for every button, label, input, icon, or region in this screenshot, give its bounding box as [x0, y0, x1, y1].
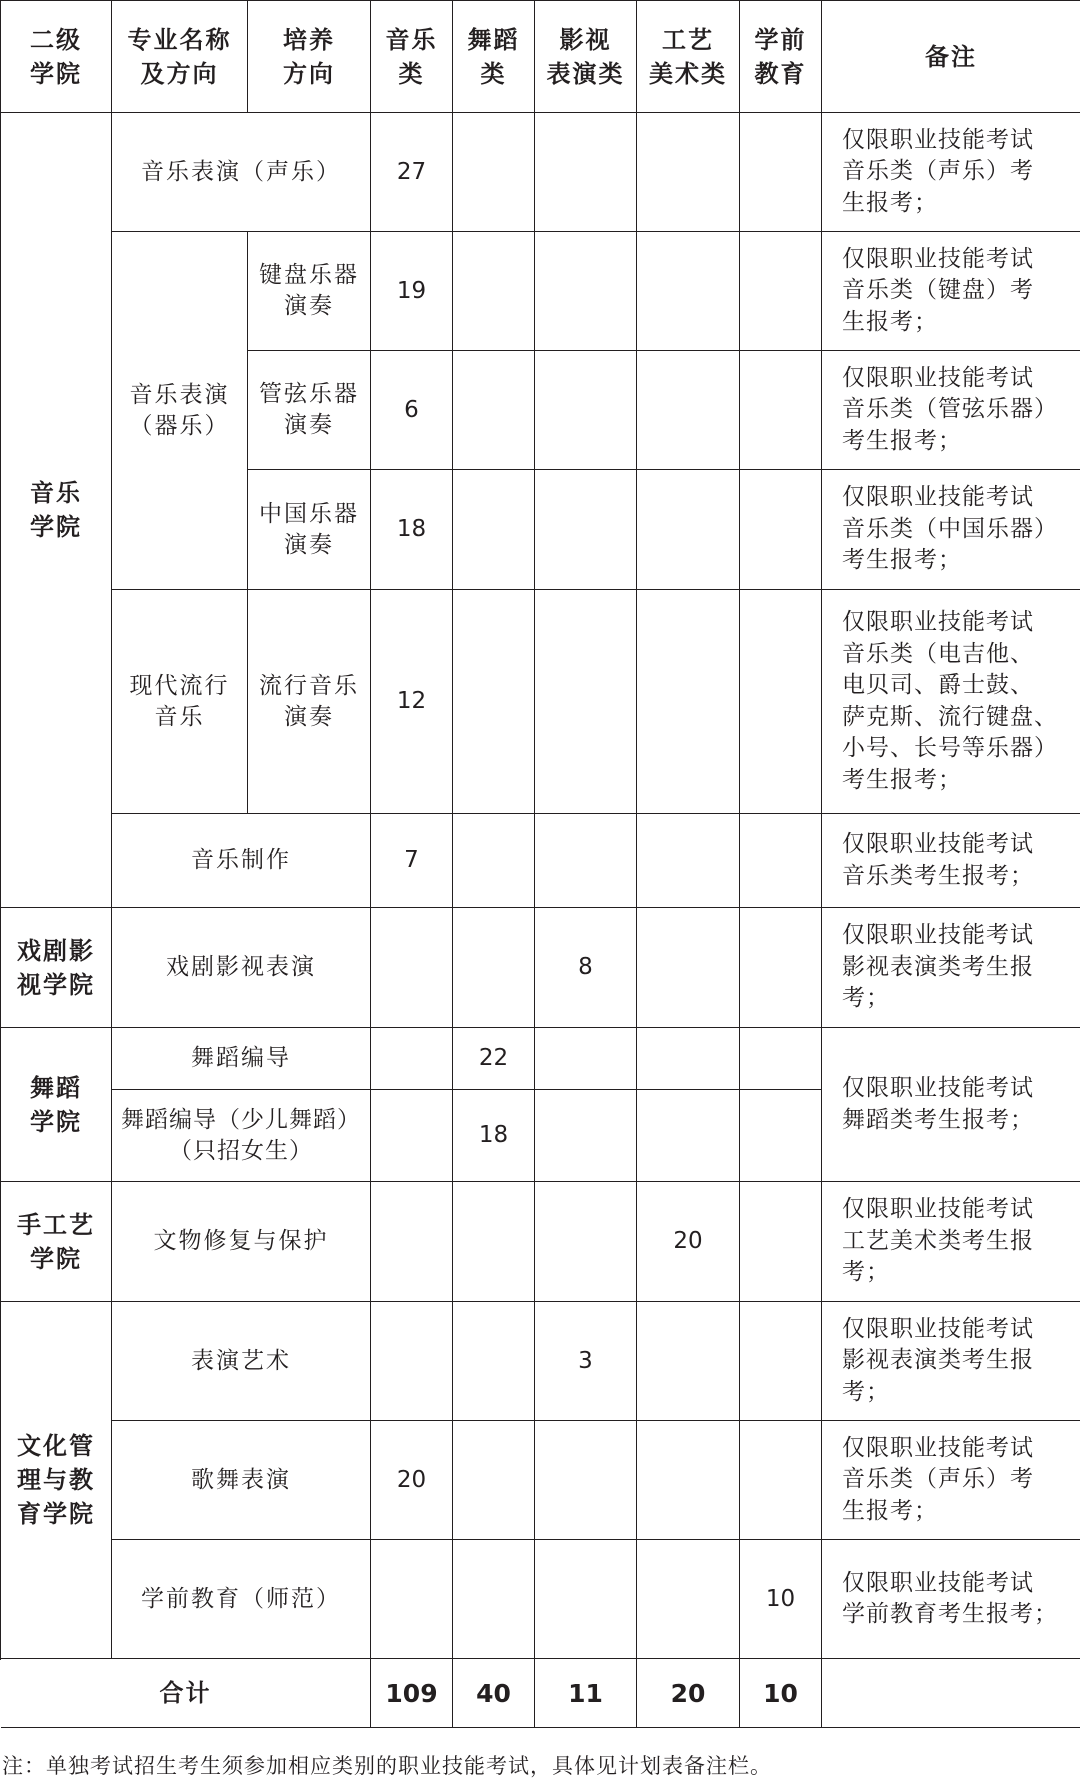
- header-music: [371, 1, 453, 113]
- empty-cell: [371, 1028, 453, 1090]
- remark-keyboard-text: 仅限职业技能考试 音乐类（键盘）考 生报考；: [842, 245, 1034, 335]
- remark-song-dance-text: 仅限职业技能考试 音乐类（声乐）考 生报考；: [842, 1434, 1034, 1524]
- empty-cell: [637, 814, 740, 908]
- total-film-value: 11: [568, 1678, 603, 1708]
- keyboard-music-value: 19: [396, 277, 427, 304]
- total-remark: [822, 1659, 1080, 1728]
- empty-cell: [453, 590, 535, 814]
- empty-cell: [637, 232, 740, 351]
- total-preschool: [740, 1659, 822, 1728]
- header-direction-text: 培养 方向: [283, 25, 335, 88]
- direction-pop: [248, 590, 371, 814]
- header-film: [535, 1, 637, 113]
- total-music-value: 109: [385, 1678, 438, 1708]
- total-dance-value: 40: [476, 1678, 511, 1708]
- empty-cell: [637, 590, 740, 814]
- total-craft-value: 20: [670, 1678, 706, 1708]
- remark-perf-art: [822, 1302, 1080, 1421]
- empty-cell: [535, 232, 637, 351]
- empty-cell: [535, 814, 637, 908]
- college-drama-text: 戏剧影 视学院: [17, 936, 95, 999]
- major-vocal-text: 音乐表演（声乐）: [141, 158, 341, 185]
- college-culture-text: 文化管 理与教 育学院: [17, 1432, 95, 1528]
- college-music: [1, 113, 112, 908]
- vocal-music-value: 27: [396, 158, 427, 185]
- major-song-dance-text: 歌舞表演: [191, 1466, 291, 1493]
- major-choreo-child: [112, 1090, 371, 1182]
- direction-chinese-text: 中国乐器 演奏: [259, 500, 359, 558]
- header-remark-text: 备注: [925, 42, 977, 71]
- remark-pop-text: 仅限职业技能考试 音乐类（电吉他、 电贝司、爵士鼓、 萨克斯、流行键盘、 小号、长号等乐器） 考生报考；: [842, 609, 1058, 793]
- remark-winds: [822, 351, 1080, 470]
- total-dance: [453, 1659, 535, 1728]
- college-dance-text: 舞蹈 学院: [30, 1073, 82, 1136]
- major-pop-text: 现代流行 音乐: [129, 672, 230, 730]
- total-film: [535, 1659, 637, 1728]
- major-pop: [112, 590, 248, 814]
- college-culture: [1, 1302, 112, 1659]
- empty-cell: [371, 1302, 453, 1421]
- major-instrumental: [112, 232, 248, 590]
- header-major-text: 专业名称 及方向: [127, 25, 232, 88]
- remark-chinese: [822, 470, 1080, 590]
- header-preschool-text: 学前 教育: [754, 25, 807, 88]
- choreo-dance-value: 22: [478, 1045, 509, 1071]
- empty-cell: [371, 1090, 453, 1182]
- preschool-value: 10: [765, 1585, 796, 1612]
- production-music-count: [371, 814, 453, 908]
- empty-cell: [740, 908, 822, 1028]
- empty-cell: [371, 908, 453, 1028]
- header-major: [112, 1, 248, 113]
- total-label-text: 合计: [159, 1678, 212, 1707]
- remark-production: [822, 814, 1080, 908]
- empty-cell: [740, 1182, 822, 1302]
- major-choreo-child-text: 舞蹈编导（少儿舞蹈） （只招女生）: [121, 1106, 361, 1164]
- pop-music-count: [371, 590, 453, 814]
- major-song-dance: [112, 1421, 371, 1540]
- winds-music-value: 6: [404, 396, 419, 423]
- empty-cell: [740, 232, 822, 351]
- empty-cell: [740, 351, 822, 470]
- empty-cell: [740, 113, 822, 232]
- remark-song-dance: [822, 1421, 1080, 1540]
- college-drama: [1, 908, 112, 1028]
- empty-cell: [371, 1540, 453, 1659]
- direction-pop-text: 流行音乐 演奏: [259, 672, 359, 730]
- choreo-child-dance-value: 18: [478, 1122, 509, 1148]
- song-dance-music-value: 20: [396, 1466, 427, 1493]
- remark-vocal: [822, 113, 1080, 232]
- song-dance-music-count: [371, 1421, 453, 1540]
- empty-cell: [535, 113, 637, 232]
- total-label: [1, 1659, 371, 1728]
- major-drama-perf-text: 戏剧影视表演: [166, 954, 316, 980]
- empty-cell: [740, 1028, 822, 1090]
- empty-cell: [637, 1421, 740, 1540]
- empty-cell: [740, 590, 822, 814]
- major-drama-perf: [112, 908, 371, 1028]
- empty-cell: [740, 1421, 822, 1540]
- header-dance-text: 舞蹈 类: [467, 25, 520, 88]
- total-music: [371, 1659, 453, 1728]
- header-college: [1, 1, 112, 113]
- header-preschool: [740, 1, 822, 113]
- remark-relic: [822, 1182, 1080, 1302]
- winds-music-count: [371, 351, 453, 470]
- footnote: 注：单独考试招生考生须参加相应类别的职业技能考试，具体见计划表备注栏。: [2, 1754, 772, 1778]
- choreo-child-dance-count: [453, 1090, 535, 1182]
- major-perf-art: [112, 1302, 371, 1421]
- empty-cell: [535, 1540, 637, 1659]
- major-relic: [112, 1182, 371, 1302]
- header-craft-text: 工艺 美术类: [649, 25, 727, 88]
- header-film-text: 影视 表演类: [546, 25, 625, 88]
- empty-cell: [535, 1421, 637, 1540]
- empty-cell: [637, 470, 740, 590]
- remark-drama-perf-text: 仅限职业技能考试 影视表演类考生报 考；: [842, 922, 1034, 1012]
- drama-perf-film-count: [535, 908, 637, 1028]
- remark-pop: [822, 590, 1080, 814]
- remark-relic-text: 仅限职业技能考试 工艺美术类考生报 考；: [842, 1196, 1034, 1286]
- production-music-value: 7: [404, 847, 419, 873]
- total-craft: [637, 1659, 740, 1728]
- remark-dance-text: 仅限职业技能考试 舞蹈类考生报考；: [842, 1075, 1034, 1133]
- empty-cell: [535, 1028, 637, 1090]
- empty-cell: [637, 1028, 740, 1090]
- major-production-text: 音乐制作: [191, 847, 291, 873]
- remark-drama-perf: [822, 908, 1080, 1028]
- direction-chinese: [248, 470, 371, 590]
- header-music-text: 音乐 类: [385, 25, 438, 88]
- major-choreo-text: 舞蹈编导: [191, 1045, 291, 1071]
- empty-cell: [637, 908, 740, 1028]
- empty-cell: [453, 232, 535, 351]
- empty-cell: [453, 1182, 535, 1302]
- remark-perf-art-text: 仅限职业技能考试 影视表演类考生报 考；: [842, 1315, 1034, 1405]
- header-college-text: 二级 学院: [30, 25, 82, 88]
- empty-cell: [535, 351, 637, 470]
- relic-craft-value: 20: [673, 1228, 703, 1254]
- remark-production-text: 仅限职业技能考试 音乐类考生报考；: [842, 831, 1034, 889]
- college-music-text: 音乐 学院: [30, 479, 82, 541]
- relic-craft-count: [637, 1182, 740, 1302]
- empty-cell: [535, 470, 637, 590]
- empty-cell: [453, 908, 535, 1028]
- direction-winds-text: 管弦乐器 演奏: [259, 381, 359, 438]
- empty-cell: [535, 1182, 637, 1302]
- remark-chinese-text: 仅限职业技能考试 音乐类（中国乐器） 考生报考；: [842, 484, 1058, 574]
- empty-cell: [535, 1090, 637, 1182]
- empty-cell: [740, 1302, 822, 1421]
- empty-cell: [535, 590, 637, 814]
- empty-cell: [637, 1302, 740, 1421]
- chinese-music-count: [371, 470, 453, 590]
- header-remark: [822, 1, 1080, 113]
- remark-keyboard: [822, 232, 1080, 351]
- perf-art-film-value: 3: [578, 1347, 593, 1374]
- major-choreo: [112, 1028, 371, 1090]
- empty-cell: [637, 351, 740, 470]
- keyboard-music-count: [371, 232, 453, 351]
- remark-dance: [822, 1028, 1080, 1182]
- empty-cell: [453, 814, 535, 908]
- direction-winds: [248, 351, 371, 470]
- empty-cell: [453, 1540, 535, 1659]
- header-direction: [248, 1, 371, 113]
- remark-preschool: [822, 1540, 1080, 1659]
- perf-art-film-count: [535, 1302, 637, 1421]
- empty-cell: [637, 113, 740, 232]
- major-production: [112, 814, 371, 908]
- remark-vocal-text: 仅限职业技能考试 音乐类（声乐）考 生报考；: [842, 126, 1034, 216]
- college-handicraft-text: 手工艺 学院: [17, 1210, 95, 1273]
- choreo-dance-count: [453, 1028, 535, 1090]
- major-preschool-text: 学前教育（师范）: [141, 1585, 341, 1612]
- empty-cell: [637, 1090, 740, 1182]
- empty-cell: [740, 1090, 822, 1182]
- header-craft: [637, 1, 740, 113]
- total-preschool-value: 10: [763, 1678, 798, 1708]
- empty-cell: [453, 113, 535, 232]
- vocal-music-count: [371, 113, 453, 232]
- empty-cell: [371, 1182, 453, 1302]
- remark-preschool-text: 仅限职业技能考试 学前教育考生报考；: [842, 1569, 1058, 1627]
- college-dance: [1, 1028, 112, 1182]
- major-relic-text: 文物修复与保护: [153, 1228, 329, 1254]
- empty-cell: [453, 351, 535, 470]
- drama-perf-film-value: 8: [578, 954, 593, 980]
- chinese-music-value: 18: [396, 516, 427, 542]
- major-vocal: [112, 113, 371, 232]
- empty-cell: [740, 470, 822, 590]
- empty-cell: [453, 470, 535, 590]
- remark-winds-text: 仅限职业技能考试 音乐类（管弦乐器） 考生报考；: [842, 364, 1058, 454]
- empty-cell: [740, 814, 822, 908]
- major-preschool: [112, 1540, 371, 1659]
- college-handicraft: [1, 1182, 112, 1302]
- direction-keyboard-text: 键盘乐器 演奏: [259, 262, 359, 319]
- preschool-count: [740, 1540, 822, 1659]
- empty-cell: [637, 1540, 740, 1659]
- direction-keyboard: [248, 232, 371, 351]
- empty-cell: [453, 1421, 535, 1540]
- pop-music-value: 12: [396, 688, 427, 714]
- major-perf-art-text: 表演艺术: [191, 1347, 291, 1374]
- major-instrumental-text: 音乐表演 （器乐）: [129, 381, 230, 439]
- header-dance: [453, 1, 535, 113]
- empty-cell: [453, 1302, 535, 1421]
